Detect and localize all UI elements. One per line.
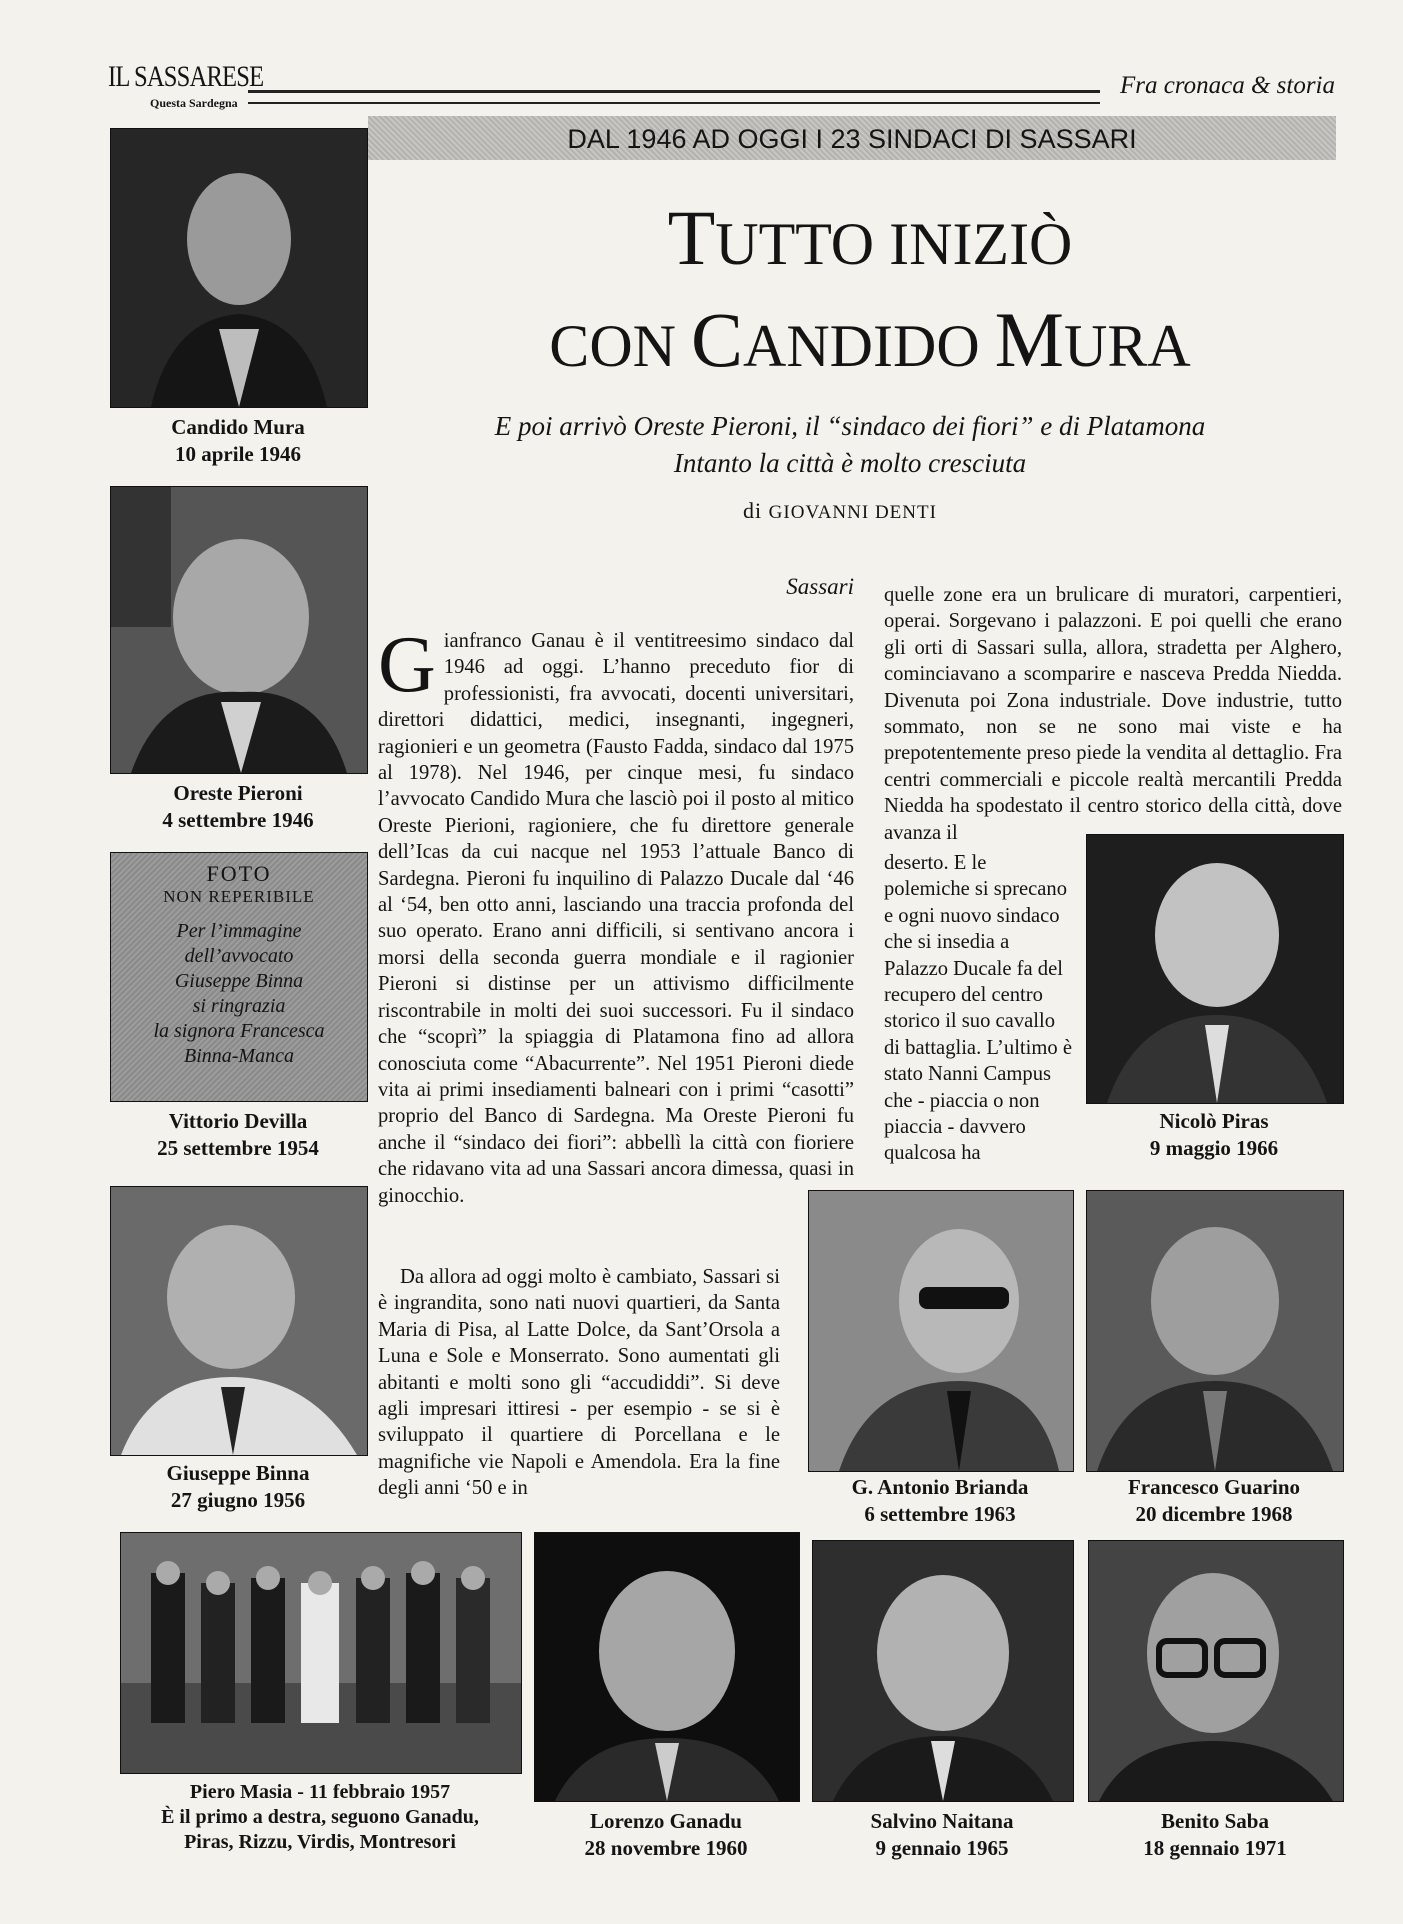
caption-date: 28 novembre 1960 [584,1836,748,1860]
headline-cap: M [994,296,1065,383]
article-paragraph: deserto. E le polemiche si sprecano e ogni nuovo sindaco che si insedia a Palazzo Ducale fa del recupero del centro storico il suo cavallo di battaglia. L’ultimo è stato Nanni Campus che - piaccia o non piaccia - davvero qualcosa ha [884,852,1072,1165]
caption-salvino-naitana [812,1808,1072,1862]
caption-name: Lorenzo Ganadu [590,1809,742,1833]
caption-date: 18 gennaio 1971 [1143,1836,1287,1860]
drop-cap: G [378,621,436,709]
deck-line: E poi arrivò Oreste Pieroni, il “sindaco dei fiori” e di Platamona [494,411,1206,441]
caption-lorenzo-ganadu [534,1808,798,1862]
article-paragraph: Da allora ad oggi molto è cambiato, Sassari si è ingrandita, sono nati nuovi quartieri, da Santa Maria di Pisa, al Latte Dolce, da Sant’Orsola a Luna e Sole e Monserrato. Sono aumentati gli abitanti e molti sono gli “accudiddi”. Si deve agli impresari ittiresi - per esempio - se si è sviluppato il quartiere di Porcellana e le magnifiche vie Napoli e Amendola. Era la fine degli anni ‘50 e in [378,1266,780,1500]
headline [480,190,1260,394]
caption-francesco-guarino [1086,1474,1342,1528]
portrait-image [111,487,367,773]
caption-piero-masia [120,1780,520,1855]
portrait-image [813,1541,1073,1801]
deck [470,408,1230,482]
caption-name: Candido Mura [171,415,305,439]
photo-not-available-box [110,852,368,1102]
portrait-benito-saba [1088,1540,1344,1802]
notice-line: Per l’immagine [176,920,302,942]
caption-candido-mura [110,414,366,468]
headline-text: ANDIDO [743,313,995,379]
portrait-candido-mura [110,128,368,408]
caption-name: Benito Saba [1161,1809,1269,1833]
notice-line: si ringrazia [192,995,286,1017]
headline-line2 [480,292,1260,394]
portrait-giuseppe-binna [110,1186,368,1456]
caption-date: 25 settembre 1954 [157,1136,319,1160]
portrait-image [809,1191,1073,1471]
headline-cap: C [690,296,744,383]
caption-vittorio-devilla [110,1108,366,1162]
headline-text: CON [549,313,691,379]
caption-date: 4 settembre 1946 [162,808,314,832]
caption-name: Salvino Naitana [870,1809,1014,1833]
byline [640,498,1040,524]
section-label: Fra cronaca & storia [1119,72,1335,99]
article-column-1-bottom [378,1264,780,1502]
portrait-image [111,129,367,407]
headline-line1 [480,190,1260,292]
paragraph-text: ianfranco Ganau è il ventitreesimo sindaco dal 1946 ad oggi. L’hanno preceduto fior di professionisti, fra avvocati, docenti universitari, direttori didattici, medici, insegnanti, ingegneri, ragionieri e un geometra (Fausto Fadda, sindaco dal 1975 al 1978). Nel 1946, per cinque mesi, fu sindaco l’avvocato Candido Mura che lasciò poi il posto al mitico Oreste Pierioni, ragioniere, che fu direttore generale dell’Icas da cui nacque nel 1953 l’attuale Banco di Sardegna. Pieroni fu inquilino di Palazzo Ducale dal ‘46 al ‘54, ben otto anni, lasciando una traccia profonda del suo operato. Erano anni difficili, si sentivano ancora i morsi della seconda guerra mondiale e il ragionier Pieroni si distinse per un attivismo difficilmente riscontrabile in molti dei suoi successori. Fu il sindaco che “scoprì” la spiaggia di Platamona fino ad allora conosciuta come “Abacurrente”. Nel 1951 Pieroni diede vita ai primi insediamenti balneari con i primi “casotti” proprio del Banco di Sardegna. Ma Oreste Pieroni fu anche il “sindaco dei fiori”: abbellì la città con fioriere che ridavano vita ad una Sassari ancora dimessa, quasi in ginocchio. [378,630,854,1207]
byline-name: GIOVANNI DENTI [768,502,937,523]
caption-name: Vittorio Devilla [168,1109,308,1133]
caption-nicolo-piras [1086,1108,1342,1162]
portrait-image [1087,835,1343,1103]
portrait-g-antonio-brianda [808,1190,1074,1472]
caption-text: Piras, Rizzu, Virdis, Montresori [184,1831,456,1853]
byline-prefix: di [743,498,769,523]
headline-text: UTTO INIZIÒ [715,211,1073,277]
notice-line: dell’avvocato [184,945,294,967]
portrait-nicolo-piras [1086,834,1344,1104]
notice-title: FOTO [206,861,272,886]
article-column-2-narrow [884,850,1072,1167]
header-rule [248,90,1100,104]
caption-name: Nicolò Piras [1159,1109,1269,1133]
group-image [121,1533,521,1773]
portrait-image [1089,1541,1343,1801]
notice-line: la signora Francesca [153,1020,325,1042]
masthead: IL SASSARESE [108,60,264,93]
headline-cap: T [667,194,716,281]
caption-date: 10 aprile 1946 [175,442,301,466]
caption-giuseppe-binna [110,1460,366,1514]
caption-date: 20 dicembre 1968 [1135,1502,1293,1526]
dateline: Sassari [786,574,854,599]
headline-text: URA [1064,313,1191,379]
caption-name: Francesco Guarino [1127,1475,1301,1499]
article-column-2 [884,582,1342,846]
caption-date: 6 settembre 1963 [864,1502,1016,1526]
article-paragraph: quelle zone era un brulicare di muratori, carpentieri, operai. Sorgevano i palazzoni. E poi quelli che erano gli orti di Sassari sulla, allora, stradetta per Alghero, cominciavano a scomparire e nasceva Predda Niedda. Divenuta poi Zona industriale. Dove industrie, tutto sommato, non se ne sono mai viste e ha prepotentemente preso piede la vendita al dettaglio. Fra centri commerciali e piccole realtà mercantili Predda Niedda ha spodestato il centro storico della città, dove avanza il [884,584,1342,844]
caption-date: 27 giugno 1956 [170,1488,306,1512]
notice-subtitle: NON REPERIBILE [163,887,315,906]
deck-line: Intanto la città è molto cresciuta [673,448,1027,478]
masthead-subtitle: Questa Sardegna [150,96,238,110]
portrait-image [111,1187,367,1455]
portrait-image [535,1533,799,1801]
notice-line: Binna-Manca [184,1045,294,1067]
portrait-image [1087,1191,1343,1471]
caption-name: Piero Masia - 11 febbraio 1957 [189,1781,451,1803]
caption-date: 9 maggio 1966 [1149,1136,1279,1160]
caption-benito-saba [1088,1808,1342,1862]
article-column-1 [378,621,854,1209]
caption-oreste-pieroni [110,780,366,834]
caption-name: Oreste Pieroni [173,781,303,805]
caption-name: Giuseppe Binna [166,1461,310,1485]
caption-text: È il primo a destra, seguono Ganadu, [161,1806,479,1828]
notice-text [111,919,367,1069]
portrait-salvino-naitana [812,1540,1074,1802]
caption-date: 9 gennaio 1965 [875,1836,1009,1860]
portrait-oreste-pieroni [110,486,368,774]
portrait-lorenzo-ganadu [534,1532,800,1802]
article-paragraph [378,621,854,1209]
caption-name: G. Antonio Brianda [851,1475,1029,1499]
group-photo-piero-masia [120,1532,522,1774]
kicker-banner: DAL 1946 AD OGGI I 23 SINDACI DI SASSARI [368,116,1336,160]
notice-line: Giuseppe Binna [174,970,304,992]
caption-g-antonio-brianda [808,1474,1072,1528]
portrait-francesco-guarino [1086,1190,1344,1472]
